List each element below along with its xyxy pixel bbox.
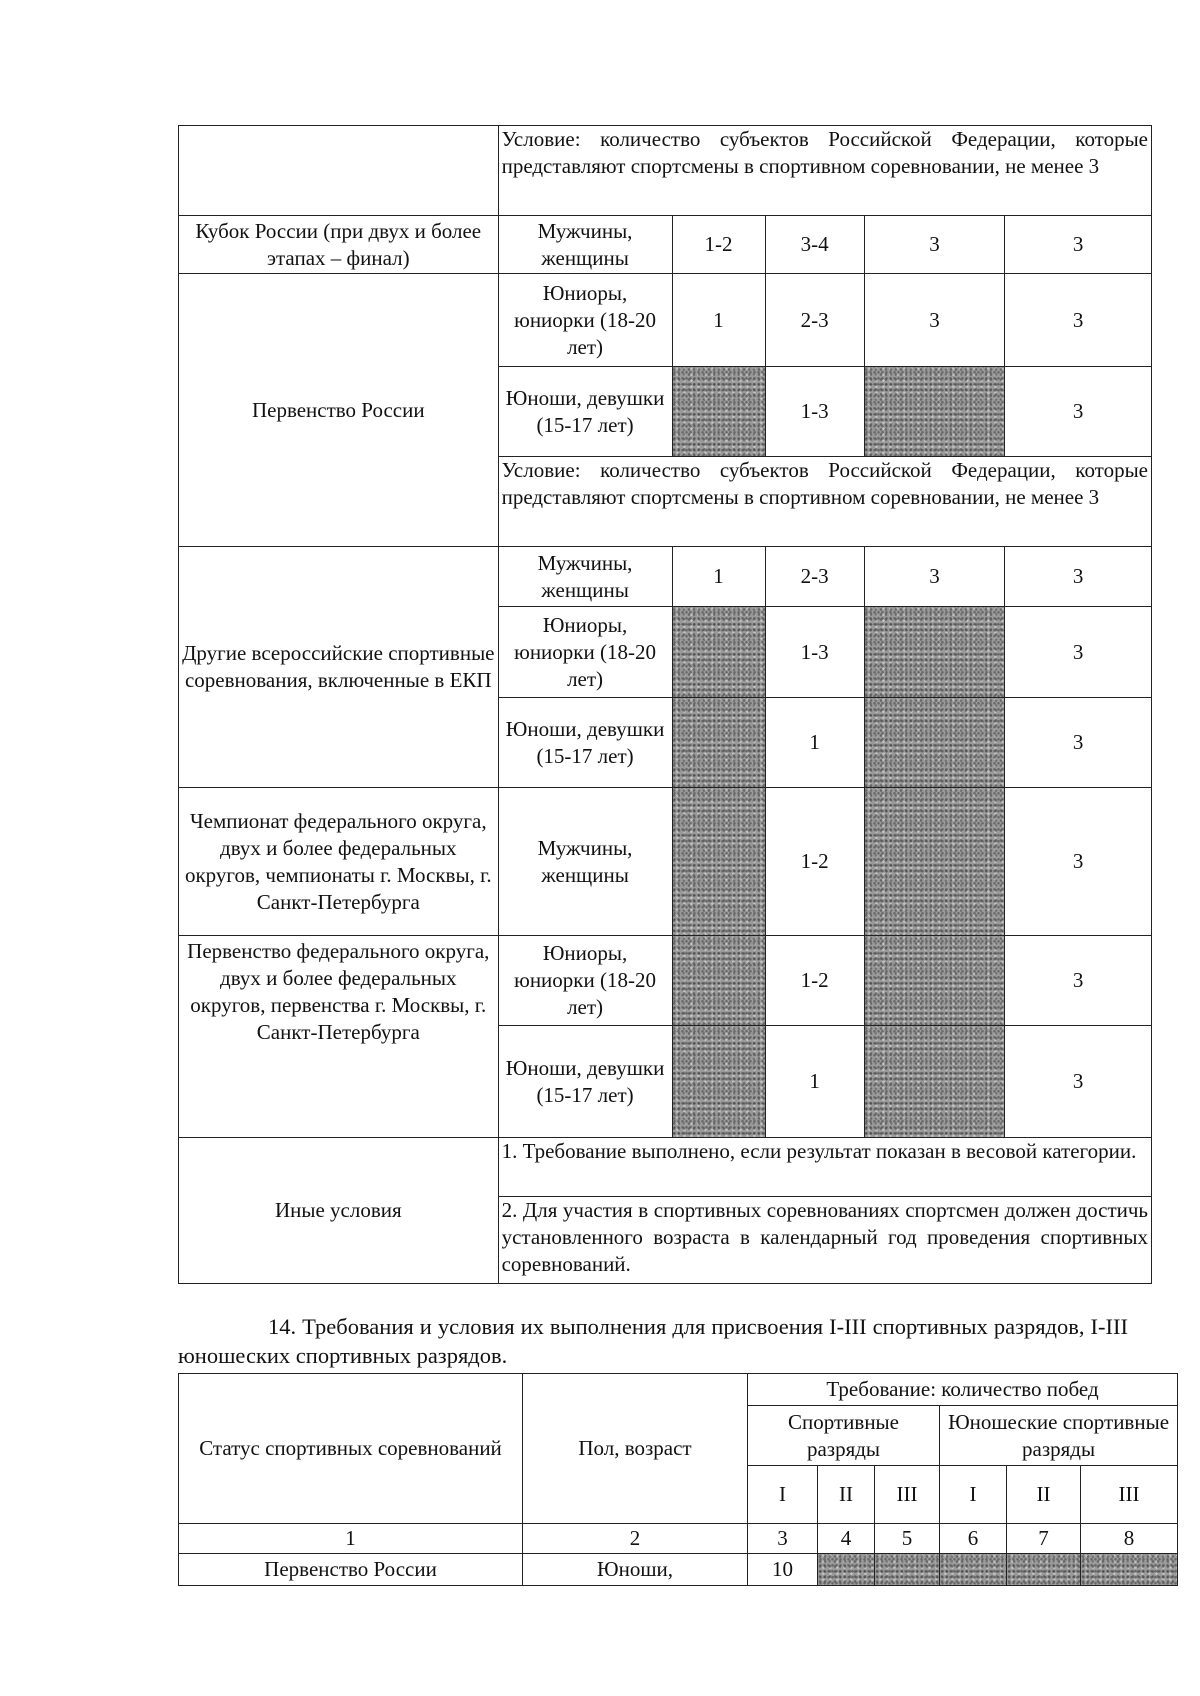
table-row: [179, 936, 1152, 1026]
value-cell: 3: [864, 547, 1005, 607]
rank-cell: III: [1081, 1466, 1178, 1524]
rank-cell: I: [940, 1466, 1007, 1524]
rank-cell: II: [818, 1466, 875, 1524]
value-cell: 2-3: [765, 547, 864, 607]
value-cell: 3: [1005, 698, 1152, 788]
qualification-table-bottom: [178, 1373, 1178, 1586]
value-cell: 1: [765, 698, 864, 788]
column-number: 2: [523, 1524, 748, 1554]
value-cell: 1-3: [765, 607, 864, 698]
value-cell: 10: [748, 1554, 818, 1586]
shaded-cell: [940, 1554, 1007, 1586]
shaded-cell: [1081, 1554, 1178, 1586]
header-sport-ranks: Спортивные разряды: [748, 1406, 940, 1466]
column-number: 4: [818, 1524, 875, 1554]
shaded-cell: [864, 788, 1005, 936]
section-heading: 14. Требования и условия их выполнения для присвоения I-III спортивных разрядов, I-III юношеских спортивных разрядов.: [178, 1314, 1128, 1368]
group-cell: Юниоры, юниорки (18-20 лет): [498, 607, 672, 698]
status-cell: Кубок России (при двух и более этапах – финал): [179, 216, 499, 274]
column-number: 6: [940, 1524, 1007, 1554]
value-cell: 1: [672, 274, 765, 367]
shaded-cell: [875, 1554, 940, 1586]
column-number: 8: [1081, 1524, 1178, 1554]
column-number: 1: [179, 1524, 523, 1554]
shaded-cell: [864, 367, 1005, 457]
shaded-cell: [864, 607, 1005, 698]
header-status: Статус спортивных соревнований: [179, 1374, 523, 1524]
table-row: [179, 216, 1152, 274]
group-cell: Юниоры, юниорки (18-20 лет): [498, 274, 672, 367]
rank-cell: I: [748, 1466, 818, 1524]
header-requirement: Требование: количество побед: [748, 1374, 1178, 1406]
qualification-table-top: [178, 125, 1152, 1284]
group-cell: Мужчины, женщины: [498, 788, 672, 936]
table-row: [179, 1554, 1178, 1586]
group-cell: Юноши, девушки (15-17 лет): [498, 1026, 672, 1138]
status-cell: Первенство России: [179, 274, 499, 547]
condition-cell: Условие: количество субъектов Российской Федерации, которые представляют спортсмены в спортивном соревновании, не менее 3: [498, 457, 1151, 547]
value-cell: 3: [1005, 367, 1152, 457]
value-cell: 3: [1005, 1026, 1152, 1138]
status-cell: Другие всероссийские спортивные соревнования, включенные в ЕКП: [179, 547, 499, 788]
note-cell: 1. Требование выполнено, если результат показан в весовой категории.: [498, 1138, 1151, 1197]
column-number: 3: [748, 1524, 818, 1554]
table-row: [179, 547, 1152, 607]
value-cell: 1-3: [765, 367, 864, 457]
shaded-cell: [864, 698, 1005, 788]
value-cell: 3-4: [765, 216, 864, 274]
table-row: [179, 126, 1152, 216]
value-cell: 3: [1005, 547, 1152, 607]
value-cell: 3: [1005, 607, 1152, 698]
shaded-cell: [672, 607, 765, 698]
value-cell: 3: [1005, 274, 1152, 367]
value-cell: 1-2: [765, 936, 864, 1026]
group-cell: Мужчины, женщины: [498, 547, 672, 607]
rank-cell: II: [1007, 1466, 1081, 1524]
note-cell: 2. Для участия в спортивных соревнованиях спортсмен должен достичь установленного возраста в календарный год проведения спортивных соревнований.: [498, 1197, 1151, 1284]
shaded-cell: [672, 788, 765, 936]
group-cell: Юноши,: [523, 1554, 748, 1586]
table-row: [179, 1374, 1178, 1406]
group-cell: Юноши, девушки (15-17 лет): [498, 367, 672, 457]
column-number: 5: [875, 1524, 940, 1554]
shaded-cell: [864, 936, 1005, 1026]
shaded-cell: [672, 936, 765, 1026]
status-cell: Первенство России: [179, 1554, 523, 1586]
shaded-cell: [672, 367, 765, 457]
table-row: [179, 274, 1152, 367]
shaded-cell: [672, 698, 765, 788]
group-cell: Юниоры, юниорки (18-20 лет): [498, 936, 672, 1026]
status-cell: Чемпионат федерального округа, двух и более федеральных округов, чемпионаты г. Москвы, г. Санкт-Петербурга: [179, 788, 499, 936]
table-row: [179, 788, 1152, 936]
value-cell: 1: [672, 547, 765, 607]
value-cell: 3: [1005, 936, 1152, 1026]
value-cell: 1-2: [672, 216, 765, 274]
shaded-cell: [672, 1026, 765, 1138]
rank-cell: III: [875, 1466, 940, 1524]
table-row: [179, 1524, 1178, 1554]
value-cell: 1-2: [765, 788, 864, 936]
header-gender: Пол, возраст: [523, 1374, 748, 1524]
empty-cell: [179, 126, 499, 216]
condition-cell: Условие: количество субъектов Российской Федерации, которые представляют спортсмены в спортивном соревновании, не менее 3: [498, 126, 1151, 216]
group-cell: Юноши, девушки (15-17 лет): [498, 698, 672, 788]
value-cell: 2-3: [765, 274, 864, 367]
header-youth-ranks: Юношеские спортивные разряды: [940, 1406, 1178, 1466]
shaded-cell: [1007, 1554, 1081, 1586]
value-cell: 3: [864, 274, 1005, 367]
shaded-cell: [818, 1554, 875, 1586]
value-cell: 1: [765, 1026, 864, 1138]
table-row: [179, 1138, 1152, 1197]
status-cell: Первенство федерального округа, двух и более федеральных округов, первенства г. Москвы, г. Санкт-Петербурга: [179, 936, 499, 1138]
status-cell: Иные условия: [179, 1138, 499, 1284]
value-cell: 3: [1005, 788, 1152, 936]
value-cell: 3: [1005, 216, 1152, 274]
shaded-cell: [864, 1026, 1005, 1138]
value-cell: 3: [864, 216, 1005, 274]
column-number: 7: [1007, 1524, 1081, 1554]
group-cell: Мужчины, женщины: [498, 216, 672, 274]
